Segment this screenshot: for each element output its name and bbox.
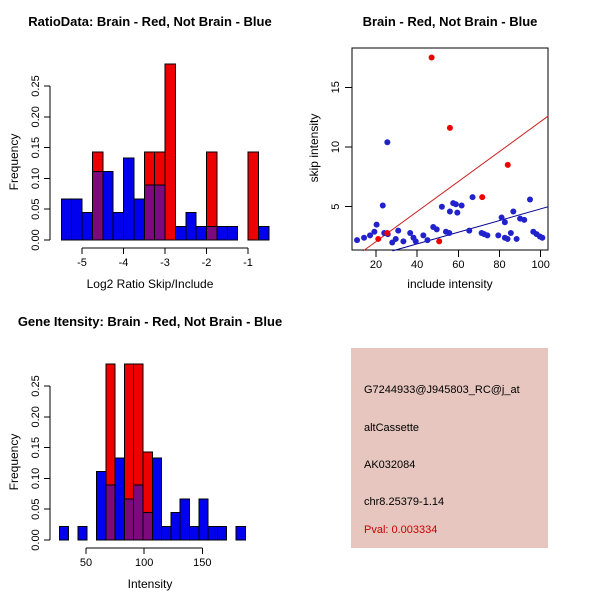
y-tick-label: 0.20 [30, 406, 42, 428]
hist-bar-blue [217, 526, 226, 540]
hist-bar-blue [115, 458, 124, 540]
scatter-point-blue [508, 230, 514, 236]
scatter-title: Brain - Red, Not Brain - Blue [362, 14, 538, 29]
hist-bar-blue [227, 226, 237, 240]
hist-bar-blue [258, 226, 268, 240]
scatter-ylabel: skip intensity [307, 113, 321, 183]
hist-bar-blue [217, 226, 227, 240]
scatter-point-red [375, 236, 381, 242]
hist-bar-blue [196, 226, 206, 240]
x-tick-label: 60 [452, 259, 465, 271]
x-tick-label: 80 [493, 259, 506, 271]
scatter-point-blue [505, 236, 511, 242]
hist-bar-blue [72, 199, 82, 240]
hist-bar-red [165, 64, 175, 240]
hist-bar-blue [171, 513, 180, 540]
scatter-point-blue [510, 208, 516, 214]
y-tick-label: 0.05 [30, 498, 42, 520]
scatter-point-blue [374, 222, 380, 228]
hist-bar-blue [186, 213, 196, 240]
scatter-point-blue [459, 203, 465, 209]
scatter-point-blue [470, 194, 476, 200]
scatter-point-blue [539, 235, 545, 241]
scatter-point-blue [371, 229, 377, 235]
scatter-point-blue [521, 217, 527, 223]
scatter-point-blue [400, 238, 406, 244]
y-tick-label: 0.00 [30, 229, 42, 251]
brain-fit-line [363, 116, 548, 251]
scatter-point-red [436, 238, 442, 244]
scatter-point-blue [502, 219, 508, 225]
probeset-id: G7244933@J945803_RC@j_at [364, 384, 520, 396]
y-tick-label: 0.15 [30, 436, 42, 459]
gene-histogram-plot [0, 300, 300, 600]
x-tick-label: 100 [134, 557, 154, 569]
scatter-point-red [479, 194, 485, 200]
scatter-point-blue [527, 197, 533, 203]
genomic-location: chr8.25379-1.14 [364, 496, 445, 508]
gene-intensity-histogram-panel [0, 300, 300, 600]
scatter-plot [300, 0, 600, 300]
y-tick-label: 0.25 [30, 75, 42, 97]
ratio-histogram-panel [0, 0, 300, 300]
hist-bar-blue [96, 472, 105, 540]
scatter-point-blue [393, 236, 399, 242]
x-tick-label: 100 [531, 259, 550, 271]
x-tick-label: -3 [160, 257, 170, 269]
gene-histogram-xlabel: Intensity [127, 577, 173, 591]
scatter-point-blue [454, 210, 460, 216]
x-tick-label: -4 [118, 257, 129, 269]
scatter-point-blue [495, 232, 501, 238]
ratio-histogram-xlabel: Log2 Ratio Skip/Include [86, 277, 214, 291]
x-tick-label: 150 [193, 557, 212, 569]
x-tick-label: -2 [201, 257, 212, 269]
hist-bar-blue [103, 172, 113, 240]
hist-bar-blue [82, 213, 92, 240]
hist-bar-blue [113, 213, 123, 240]
scatter-point-blue [434, 226, 440, 232]
scatter-point-blue [447, 208, 453, 214]
scatter-point-blue [453, 201, 459, 207]
hist-bar-overlap [92, 172, 102, 240]
ratio-histogram-ylabel: Frequency [7, 133, 21, 191]
scatter-point-blue [361, 235, 367, 241]
x-tick-label: -5 [77, 257, 87, 269]
hist-bar-blue [208, 526, 217, 540]
accession-id: AK032084 [364, 459, 416, 471]
ratio-histogram-plot [0, 0, 300, 300]
ratio-histogram-title: RatioData: Brain - Red, Not Brain - Blue [28, 14, 272, 29]
scatter-xlabel: include intensity [407, 277, 493, 291]
scatter-point-blue [514, 236, 520, 242]
scatter-point-blue [484, 232, 490, 238]
gene-histogram-title: Gene Itensity: Brain - Red, Not Brain - Blue [17, 314, 283, 329]
hist-bar-blue [78, 526, 87, 540]
hist-bar-blue [199, 499, 208, 540]
scatter-point-blue [413, 238, 419, 244]
intensity-scatter-panel [300, 0, 600, 300]
x-tick-label: -1 [243, 257, 253, 269]
hist-bar-overlap [143, 513, 152, 540]
hist-bar-blue [134, 199, 144, 240]
hist-bar-blue [180, 499, 189, 540]
scatter-point-red [384, 230, 390, 236]
scatter-point-blue [380, 203, 386, 209]
y-tick-label: 0.20 [30, 106, 42, 128]
x-tick-label: 50 [79, 557, 93, 569]
hist-bar-blue [236, 526, 245, 540]
y-tick-label: 10 [330, 140, 342, 154]
hist-bar-blue [175, 226, 185, 240]
scatter-point-red [429, 54, 435, 60]
scatter-point-blue [446, 230, 452, 236]
scatter-point-blue [466, 228, 472, 234]
splice-event-type: altCassette [364, 422, 420, 434]
gene-info-box [351, 348, 548, 548]
scatter-point-red [447, 125, 453, 131]
y-tick-label: 0.25 [30, 375, 42, 397]
x-tick-label: 20 [369, 259, 383, 271]
hist-bar-overlap [207, 226, 217, 240]
hist-bar-overlap [144, 185, 154, 240]
scatter-point-blue [354, 237, 360, 243]
y-tick-label: 15 [330, 81, 342, 94]
gene-histogram-ylabel: Frequency [7, 433, 21, 491]
scatter-point-red [505, 162, 511, 168]
y-tick-label: 0.15 [30, 136, 42, 159]
hist-bar-overlap [155, 185, 165, 240]
hist-bar-blue [61, 199, 71, 240]
scatter-point-blue [439, 204, 445, 210]
hist-bar-red [248, 152, 258, 240]
y-tick-label: 5 [330, 203, 342, 210]
hist-bar-overlap [124, 499, 133, 540]
scatter-point-blue [395, 228, 401, 234]
hist-bar-blue [152, 458, 161, 540]
y-tick-label: 0.10 [30, 467, 42, 490]
y-tick-label: 0.10 [30, 167, 42, 190]
hist-bar-blue [190, 526, 199, 540]
hist-bar-overlap [106, 485, 115, 540]
scatter-point-blue [424, 237, 430, 243]
hist-bar-blue [124, 158, 134, 240]
gene-info-panel [300, 300, 600, 600]
y-tick-label: 0.05 [30, 198, 42, 220]
y-tick-label: 0.00 [30, 529, 42, 551]
x-tick-label: 40 [411, 259, 424, 271]
scatter-point-blue [420, 232, 426, 238]
hist-bar-blue [59, 526, 68, 540]
hist-bar-overlap [134, 485, 143, 540]
scatter-point-blue [384, 139, 390, 145]
pvalue: Pval: 0.003334 [364, 524, 438, 536]
hist-bar-blue [162, 526, 171, 540]
